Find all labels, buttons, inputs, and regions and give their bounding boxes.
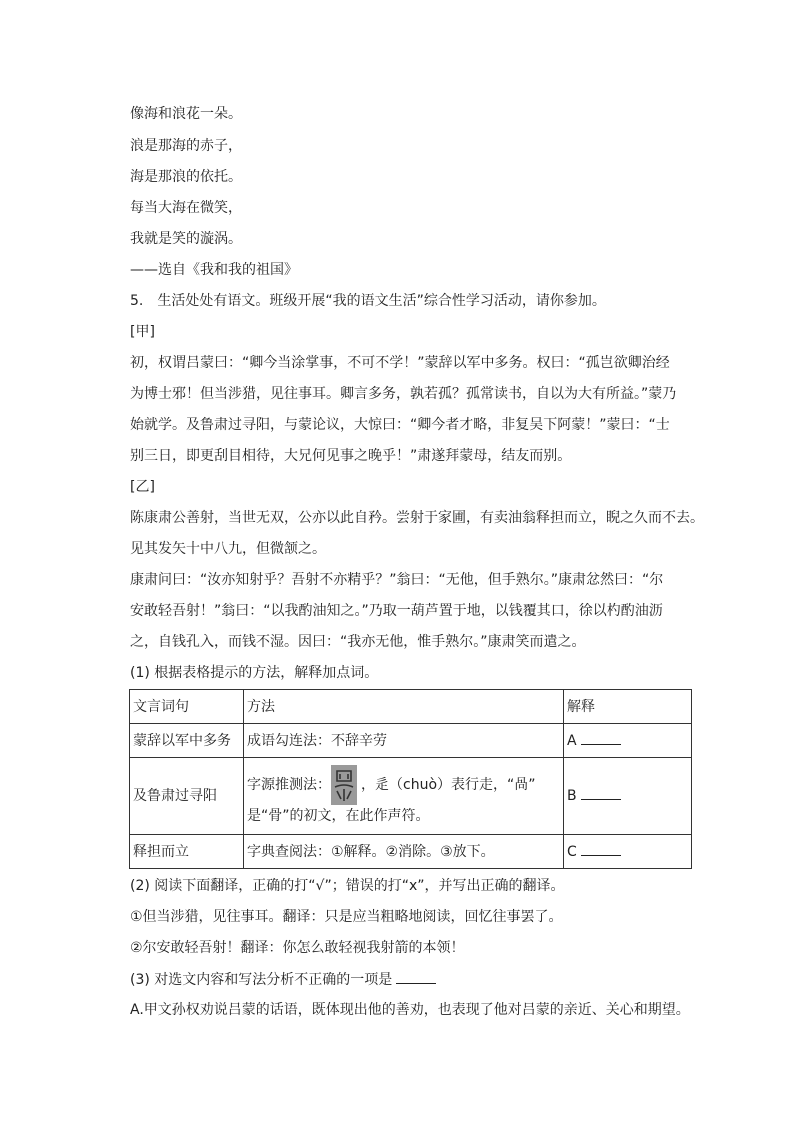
table-cell-method: 成语勾连法：不辞辛劳 xyxy=(244,724,564,758)
sub-question-1: (1) 根据表格提示的方法，解释加点词。 xyxy=(130,665,379,681)
table-header-row xyxy=(130,690,692,724)
answer-blank[interactable] xyxy=(581,841,621,856)
answer-letter: A xyxy=(567,732,577,749)
passage-jia-line-2: 为博士邪！但当涉猎，见往事耳。卿言多务，孰若孤？孤常读书，自以为大有所益。”蒙乃 xyxy=(130,386,677,402)
table-header: 解释 xyxy=(564,690,692,724)
passage-yi-line-4: 安敢轻吾射！”翁曰：“以我酌油知之。”乃取一葫芦置于地，以钱覆其口，徐以杓酌油沥 xyxy=(130,603,663,619)
word-explanation-table xyxy=(129,689,692,869)
sub-question-3 xyxy=(130,969,436,990)
table-cell-method: 字典查阅法：①解释。②消除。③放下。 xyxy=(244,835,564,869)
answer-letter: C xyxy=(567,843,577,860)
poem-source: ——选自《我和我的祖国》 xyxy=(130,262,298,278)
passage-yi-line-1: 陈康肃公善射，当世无双，公亦以此自矜。尝射于家圃，有卖油翁释担而立，睨之久而不去。 xyxy=(130,510,704,526)
table-cell-phrase: 及鲁肃过寻阳 xyxy=(130,758,244,835)
option-a: A.甲文孙权劝说吕蒙的话语，既体现出他的善劝，也表现了他对吕蒙的亲近、关心和期望。 xyxy=(130,1002,690,1018)
table-cell-phrase: 蒙辞以军中多务 xyxy=(130,724,244,758)
method-text: ，辵（chuò）表行走，“咼” xyxy=(361,777,536,793)
answer-blank[interactable] xyxy=(581,730,621,745)
seal-script-character-image xyxy=(331,765,357,805)
sub-question-2: (2) 阅读下面翻译，正确的打“√”；错误的打“x”，并写出正确的翻译。 xyxy=(130,878,565,894)
answer-letter: B xyxy=(567,788,577,804)
sub-question-2-item-1: ①但当涉猎，见往事耳。翻译：只是应当粗略地阅读，回忆往事罢了。 xyxy=(130,909,563,925)
table-header: 方法 xyxy=(244,690,564,724)
table-cell-phrase: 释担而立 xyxy=(130,835,244,869)
table-header: 文言词句 xyxy=(130,690,244,724)
method-text-continued: 是“骨”的初文，在此作声符。 xyxy=(247,808,430,824)
passage-jia-line-4: 别三日，即更刮目相待，大兄何见事之晚乎！”肃遂拜蒙母，结友而别。 xyxy=(130,448,572,464)
poem-line-5: 我就是笑的漩涡。 xyxy=(130,231,242,247)
method-label: 字源推测法： xyxy=(247,777,331,793)
passage-yi-line-5: 之，自钱孔入，而钱不湿。因曰：“我亦无他，惟手熟尔。”康肃笑而遣之。 xyxy=(130,634,586,650)
sub-question-2-item-2: ②尔安敢轻吾射！翻译：你怎么敢轻视我射箭的本领！ xyxy=(130,940,465,956)
passage-yi-line-2: 见其发矢十中八九，但微颔之。 xyxy=(130,541,326,557)
table-row xyxy=(130,835,692,869)
table-cell-answer xyxy=(564,724,692,758)
poem-line-4: 每当大海在微笑， xyxy=(130,200,242,216)
question-5-intro: 5. 生活处处有语文。班级开展“我的语文生活”综合性学习活动，请你参加。 xyxy=(130,293,606,309)
passage-jia-line-3: 始就学。及鲁肃过寻阳，与蒙论议，大惊曰：“卿今者才略，非复吴下阿蒙！”蒙曰：“士 xyxy=(130,417,670,433)
poem-line-2: 浪是那海的赤子， xyxy=(130,138,242,154)
table-cell-answer xyxy=(564,758,692,835)
passage-yi-label: [乙] xyxy=(130,479,155,495)
passage-jia-line-1: 初，权谓吕蒙曰：“卿今当涂掌事，不可不学！”蒙辞以军中多务。权曰：“孤岂欲卿治经 xyxy=(130,355,670,371)
answer-blank[interactable] xyxy=(396,969,436,984)
sub-question-3-text: (3) 对选文内容和写法分析不正确的一项是 xyxy=(130,972,393,988)
table-row xyxy=(130,724,692,758)
table-cell-method xyxy=(244,758,564,835)
passage-yi-line-3: 康肃问曰：“汝亦知射乎？吾射不亦精乎？”翁曰：“无他，但手熟尔。”康肃忿然曰：“尔 xyxy=(130,572,664,588)
answer-blank[interactable] xyxy=(581,785,621,800)
poem-line-3: 海是那浪的依托。 xyxy=(130,169,242,185)
table-row xyxy=(130,758,692,835)
passage-jia-label: [甲] xyxy=(130,324,155,340)
table-cell-answer xyxy=(564,835,692,869)
poem-line-1: 像海和浪花一朵。 xyxy=(130,106,242,122)
